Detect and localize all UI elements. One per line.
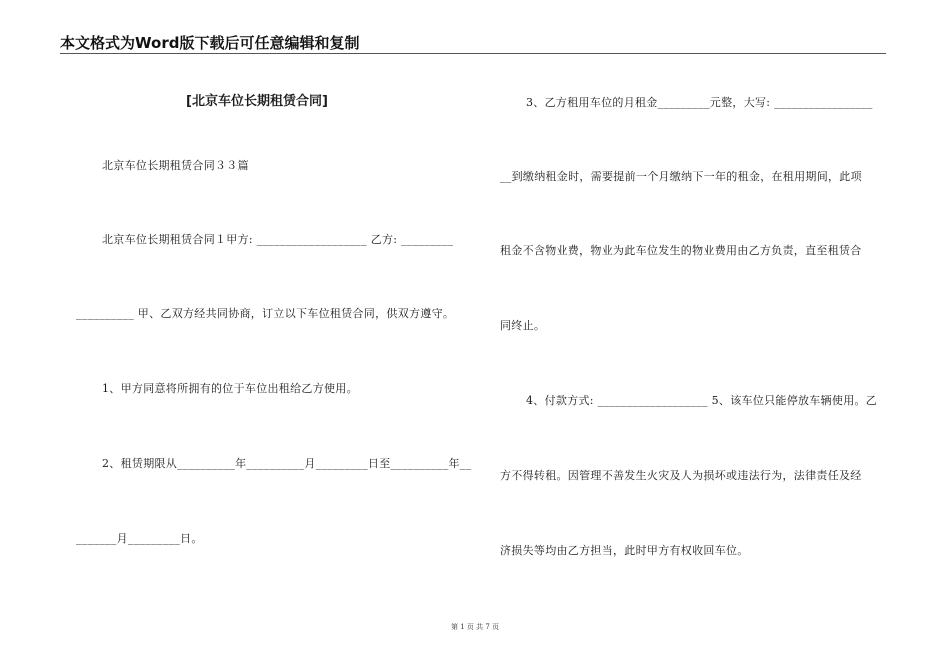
left-paragraph-line: __________ 甲、乙双方经共同协商，订立以下车位租赁合同，供双方遵守。 bbox=[76, 307, 455, 320]
left-paragraph-line: 北京车位长期租赁合同３３篇 bbox=[102, 159, 249, 172]
left-paragraph-line: 2、租赁期限从__________年__________月_________日至__________年__ bbox=[102, 457, 472, 470]
right-paragraph-line: 方不得转租。因管理不善发生火灾及人为损坏或违法行为，法律责任及经 bbox=[500, 469, 862, 482]
left-paragraph-line: 1、甲方同意将所拥有的位于车位出租给乙方使用。 bbox=[102, 382, 358, 395]
right-paragraph-line: 3、乙方租用车位的月租金_________元整，大写: _________________ bbox=[526, 96, 873, 109]
page-indicator: 第 1 页 共 7 页 bbox=[450, 623, 500, 631]
right-paragraph-line: 租金不含物业费，物业为此车位发生的物业费用由乙方负责，直至租赁合 bbox=[500, 244, 862, 257]
right-paragraph-line: __到缴纳租金时，需要提前一个月缴纳下一年的租金，在租用期间，此项 bbox=[500, 170, 862, 183]
right-paragraph-line: 济损失等均由乙方担当，此时甲方有权收回车位。 bbox=[500, 544, 749, 557]
left-paragraph-line: _______月_________日。 bbox=[76, 532, 203, 545]
header-divider bbox=[60, 53, 886, 54]
right-paragraph-line: 同终止。 bbox=[500, 319, 546, 332]
document-title: [北京车位长期租赁合同] bbox=[186, 94, 328, 109]
header-title: 本文格式为Word版下载后可任意编辑和复制 bbox=[60, 34, 360, 52]
left-paragraph-line: 北京车位长期租赁合同１甲方: ___________________ 乙方: _________ bbox=[102, 233, 454, 246]
right-paragraph-line: 4、付款方式: ___________________ 5、该车位只能停放车辆使用。乙 bbox=[526, 394, 878, 407]
